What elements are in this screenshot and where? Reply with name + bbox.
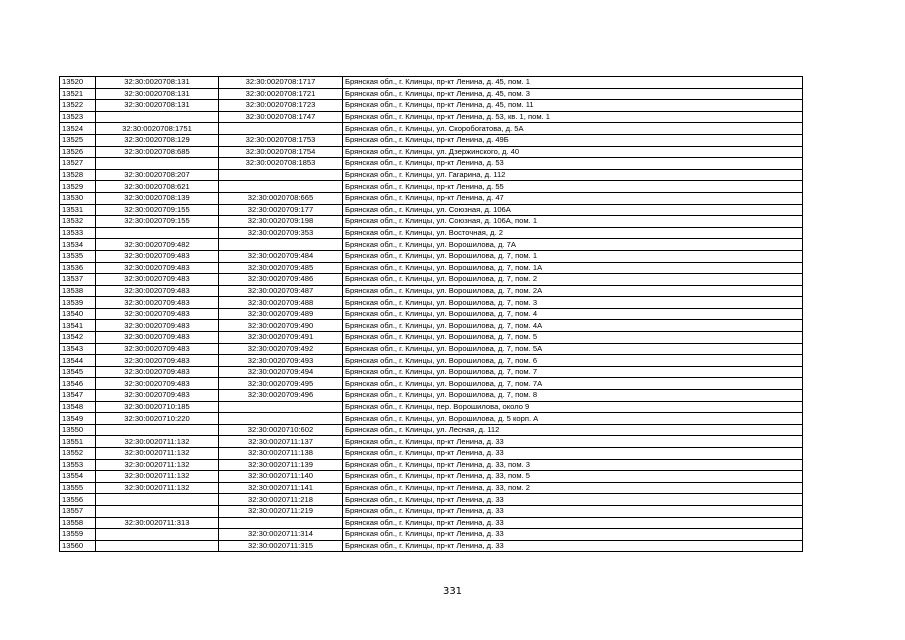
land-plot-cadastral-cell: 32:30:0020708:129 [96, 134, 219, 146]
table-row [60, 355, 803, 367]
land-plot-cadastral-cell: 32:30:0020710:185 [96, 401, 219, 413]
land-plot-cadastral-cell: 32:30:0020709:482 [96, 239, 219, 251]
table-row [60, 401, 803, 413]
table-row [60, 297, 803, 309]
building-cadastral-cell: 32:30:0020708:665 [219, 192, 343, 204]
address-cell: Брянская обл., г. Клинцы, пр-кт Ленина, д. 33, пом. 3 [343, 459, 803, 471]
building-cadastral-cell: 32:30:0020711:141 [219, 482, 343, 494]
address-cell: Брянская обл., г. Клинцы, пр-кт Ленина, д. 33 [343, 448, 803, 460]
row-number-cell: 13551 [60, 436, 96, 448]
address-cell: Брянская обл., г. Клинцы, ул. Союзная, д. 106А, пом. 1 [343, 216, 803, 228]
building-cadastral-cell: 32:30:0020709:485 [219, 262, 343, 274]
row-number-cell: 13526 [60, 146, 96, 158]
row-number-cell: 13521 [60, 88, 96, 100]
building-cadastral-cell: 32:30:0020711:140 [219, 471, 343, 483]
address-cell: Брянская обл., г. Клинцы, ул. Ворошилова, д. 5 корп. А [343, 413, 803, 425]
address-cell: Брянская обл., г. Клинцы, ул. Ворошилова, д. 7, пом. 5 [343, 332, 803, 344]
table-row [60, 158, 803, 170]
land-plot-cadastral-cell: 32:30:0020709:483 [96, 378, 219, 390]
address-cell: Брянская обл., г. Клинцы, пр-кт Ленина, д. 33, пом. 2 [343, 482, 803, 494]
address-cell: Брянская обл., г. Клинцы, пр-кт Ленина, д. 33 [343, 540, 803, 552]
table-row [60, 308, 803, 320]
land-plot-cadastral-cell: 32:30:0020710:220 [96, 413, 219, 425]
row-number-cell: 13560 [60, 540, 96, 552]
building-cadastral-cell [219, 181, 343, 193]
table-row [60, 332, 803, 344]
address-cell: Брянская обл., г. Клинцы, пр-кт Ленина, д. 55 [343, 181, 803, 193]
row-number-cell: 13555 [60, 482, 96, 494]
row-number-cell: 13559 [60, 529, 96, 541]
address-cell: Брянская обл., г. Клинцы, ул. Ворошилова, д. 7, пом. 4А [343, 320, 803, 332]
row-number-cell: 13554 [60, 471, 96, 483]
address-cell: Брянская обл., г. Клинцы, пр-кт Ленина, д. 53, кв. 1, пом. 1 [343, 111, 803, 123]
table-row [60, 378, 803, 390]
land-plot-cadastral-cell [96, 227, 219, 239]
row-number-cell: 13532 [60, 216, 96, 228]
table-row [60, 494, 803, 506]
row-number-cell: 13558 [60, 517, 96, 529]
table-row [60, 77, 803, 89]
row-number-cell: 13544 [60, 355, 96, 367]
address-cell: Брянская обл., г. Клинцы, ул. Ворошилова, д. 7А [343, 239, 803, 251]
table-row [60, 192, 803, 204]
row-number-cell: 13547 [60, 390, 96, 402]
row-number-cell: 13540 [60, 308, 96, 320]
address-cell: Брянская обл., г. Клинцы, ул. Союзная, д. 106А [343, 204, 803, 216]
building-cadastral-cell: 32:30:0020711:219 [219, 505, 343, 517]
address-cell: Брянская обл., г. Клинцы, пр-кт Ленина, д. 33, пом. 5 [343, 471, 803, 483]
land-plot-cadastral-cell: 32:30:0020711:132 [96, 448, 219, 460]
registry-table [59, 76, 803, 552]
building-cadastral-cell [219, 517, 343, 529]
row-number-cell: 13543 [60, 343, 96, 355]
building-cadastral-cell: 32:30:0020709:490 [219, 320, 343, 332]
building-cadastral-cell: 32:30:0020708:1717 [219, 77, 343, 89]
building-cadastral-cell: 32:30:0020708:1853 [219, 158, 343, 170]
land-plot-cadastral-cell: 32:30:0020709:483 [96, 366, 219, 378]
row-number-cell: 13541 [60, 320, 96, 332]
table-row [60, 181, 803, 193]
address-cell: Брянская обл., г. Клинцы, ул. Ворошилова, д. 7, пом. 8 [343, 390, 803, 402]
building-cadastral-cell [219, 169, 343, 181]
building-cadastral-cell [219, 239, 343, 251]
row-number-cell: 13557 [60, 505, 96, 517]
row-number-cell: 13534 [60, 239, 96, 251]
address-cell: Брянская обл., г. Клинцы, ул. Ворошилова, д. 7, пом. 2А [343, 285, 803, 297]
address-cell: Брянская обл., г. Клинцы, пр-кт Ленина, д. 45, пом. 3 [343, 88, 803, 100]
building-cadastral-cell: 32:30:0020709:487 [219, 285, 343, 297]
row-number-cell: 13523 [60, 111, 96, 123]
table-row [60, 146, 803, 158]
table-row [60, 366, 803, 378]
table-row [60, 262, 803, 274]
row-number-cell: 13530 [60, 192, 96, 204]
building-cadastral-cell [219, 123, 343, 135]
building-cadastral-cell: 32:30:0020708:1753 [219, 134, 343, 146]
row-number-cell: 13552 [60, 448, 96, 460]
building-cadastral-cell: 32:30:0020708:1721 [219, 88, 343, 100]
land-plot-cadastral-cell: 32:30:0020708:1751 [96, 123, 219, 135]
address-cell: Брянская обл., г. Клинцы, пр-кт Ленина, д. 49Б [343, 134, 803, 146]
land-plot-cadastral-cell: 32:30:0020711:132 [96, 459, 219, 471]
land-plot-cadastral-cell [96, 529, 219, 541]
row-number-cell: 13548 [60, 401, 96, 413]
table-row [60, 250, 803, 262]
table-row [60, 540, 803, 552]
row-number-cell: 13525 [60, 134, 96, 146]
land-plot-cadastral-cell: 32:30:0020709:155 [96, 216, 219, 228]
table-row [60, 424, 803, 436]
table-row [60, 285, 803, 297]
building-cadastral-cell: 32:30:0020709:491 [219, 332, 343, 344]
land-plot-cadastral-cell: 32:30:0020711:132 [96, 482, 219, 494]
row-number-cell: 13520 [60, 77, 96, 89]
land-plot-cadastral-cell: 32:30:0020708:207 [96, 169, 219, 181]
building-cadastral-cell [219, 401, 343, 413]
address-cell: Брянская обл., г. Клинцы, ул. Ворошилова, д. 7, пом. 1 [343, 250, 803, 262]
building-cadastral-cell: 32:30:0020709:489 [219, 308, 343, 320]
land-plot-cadastral-cell: 32:30:0020708:131 [96, 77, 219, 89]
row-number-cell: 13538 [60, 285, 96, 297]
building-cadastral-cell: 32:30:0020711:138 [219, 448, 343, 460]
row-number-cell: 13527 [60, 158, 96, 170]
address-cell: Брянская обл., г. Клинцы, ул. Ворошилова, д. 7, пом. 2 [343, 274, 803, 286]
land-plot-cadastral-cell: 32:30:0020708:621 [96, 181, 219, 193]
land-plot-cadastral-cell: 32:30:0020708:685 [96, 146, 219, 158]
table-row [60, 517, 803, 529]
row-number-cell: 13550 [60, 424, 96, 436]
building-cadastral-cell: 32:30:0020709:493 [219, 355, 343, 367]
land-plot-cadastral-cell: 32:30:0020709:483 [96, 250, 219, 262]
land-plot-cadastral-cell: 32:30:0020711:132 [96, 471, 219, 483]
building-cadastral-cell: 32:30:0020709:353 [219, 227, 343, 239]
address-cell: Брянская обл., г. Клинцы, ул. Ворошилова, д. 7, пом. 3 [343, 297, 803, 309]
address-cell: Брянская обл., г. Клинцы, пр-кт Ленина, д. 33 [343, 529, 803, 541]
building-cadastral-cell: 32:30:0020709:484 [219, 250, 343, 262]
building-cadastral-cell: 32:30:0020711:137 [219, 436, 343, 448]
land-plot-cadastral-cell [96, 424, 219, 436]
land-plot-cadastral-cell: 32:30:0020709:483 [96, 308, 219, 320]
land-plot-cadastral-cell [96, 494, 219, 506]
land-plot-cadastral-cell [96, 505, 219, 517]
building-cadastral-cell: 32:30:0020709:494 [219, 366, 343, 378]
address-cell: Брянская обл., г. Клинцы, ул. Ворошилова, д. 7, пом. 7 [343, 366, 803, 378]
row-number-cell: 13545 [60, 366, 96, 378]
row-number-cell: 13539 [60, 297, 96, 309]
address-cell: Брянская обл., г. Клинцы, пр-кт Ленина, д. 45, пом. 1 [343, 77, 803, 89]
table-row [60, 343, 803, 355]
address-cell: Брянская обл., г. Клинцы, пр-кт Ленина, д. 33 [343, 517, 803, 529]
land-plot-cadastral-cell: 32:30:0020709:483 [96, 297, 219, 309]
table-row [60, 459, 803, 471]
table-row [60, 505, 803, 517]
address-cell: Брянская обл., г. Клинцы, пр-кт Ленина, д. 47 [343, 192, 803, 204]
building-cadastral-cell: 32:30:0020710:602 [219, 424, 343, 436]
building-cadastral-cell: 32:30:0020711:315 [219, 540, 343, 552]
address-cell: Брянская обл., г. Клинцы, ул. Ворошилова, д. 7, пом. 5А [343, 343, 803, 355]
address-cell: Брянская обл., г. Клинцы, ул. Восточная, д. 2 [343, 227, 803, 239]
building-cadastral-cell: 32:30:0020711:218 [219, 494, 343, 506]
table-row [60, 88, 803, 100]
address-cell: Брянская обл., г. Клинцы, ул. Ворошилова, д. 7, пом. 1А [343, 262, 803, 274]
table-row [60, 239, 803, 251]
row-number-cell: 13533 [60, 227, 96, 239]
table-row [60, 390, 803, 402]
building-cadastral-cell [219, 413, 343, 425]
building-cadastral-cell: 32:30:0020711:314 [219, 529, 343, 541]
table-row [60, 471, 803, 483]
address-cell: Брянская обл., г. Клинцы, пр-кт Ленина, д. 33 [343, 505, 803, 517]
row-number-cell: 13524 [60, 123, 96, 135]
land-plot-cadastral-cell: 32:30:0020709:483 [96, 274, 219, 286]
table-row [60, 216, 803, 228]
address-cell: Брянская обл., г. Клинцы, ул. Ворошилова, д. 7, пом. 7А [343, 378, 803, 390]
table-row [60, 100, 803, 112]
row-number-cell: 13549 [60, 413, 96, 425]
land-plot-cadastral-cell: 32:30:0020711:313 [96, 517, 219, 529]
land-plot-cadastral-cell: 32:30:0020709:483 [96, 262, 219, 274]
building-cadastral-cell: 32:30:0020709:492 [219, 343, 343, 355]
land-plot-cadastral-cell: 32:30:0020708:131 [96, 88, 219, 100]
table-row [60, 227, 803, 239]
building-cadastral-cell: 32:30:0020708:1754 [219, 146, 343, 158]
row-number-cell: 13553 [60, 459, 96, 471]
table-row [60, 482, 803, 494]
row-number-cell: 13536 [60, 262, 96, 274]
table-row [60, 134, 803, 146]
building-cadastral-cell: 32:30:0020709:488 [219, 297, 343, 309]
land-plot-cadastral-cell: 32:30:0020708:131 [96, 100, 219, 112]
row-number-cell: 13546 [60, 378, 96, 390]
land-plot-cadastral-cell: 32:30:0020709:483 [96, 332, 219, 344]
building-cadastral-cell: 32:30:0020711:139 [219, 459, 343, 471]
address-cell: Брянская обл., г. Клинцы, ул. Ворошилова, д. 7, пом. 4 [343, 308, 803, 320]
land-plot-cadastral-cell: 32:30:0020708:139 [96, 192, 219, 204]
building-cadastral-cell: 32:30:0020709:496 [219, 390, 343, 402]
table-row [60, 448, 803, 460]
address-cell: Брянская обл., г. Клинцы, ул. Скоробогатова, д. 5А [343, 123, 803, 135]
address-cell: Брянская обл., г. Клинцы, ул. Гагарина, д. 112 [343, 169, 803, 181]
row-number-cell: 13522 [60, 100, 96, 112]
land-plot-cadastral-cell: 32:30:0020709:483 [96, 285, 219, 297]
land-plot-cadastral-cell: 32:30:0020709:483 [96, 355, 219, 367]
address-cell: Брянская обл., г. Клинцы, пер. Ворошилова, около 9 [343, 401, 803, 413]
land-plot-cadastral-cell: 32:30:0020709:483 [96, 343, 219, 355]
row-number-cell: 13531 [60, 204, 96, 216]
address-cell: Брянская обл., г. Клинцы, пр-кт Ленина, д. 33 [343, 436, 803, 448]
row-number-cell: 13528 [60, 169, 96, 181]
land-plot-cadastral-cell: 32:30:0020709:483 [96, 390, 219, 402]
building-cadastral-cell: 32:30:0020708:1747 [219, 111, 343, 123]
table-row [60, 123, 803, 135]
page-number: 331 [442, 586, 463, 597]
land-plot-cadastral-cell [96, 158, 219, 170]
row-number-cell: 13535 [60, 250, 96, 262]
table-row [60, 320, 803, 332]
land-plot-cadastral-cell [96, 111, 219, 123]
address-cell: Брянская обл., г. Клинцы, пр-кт Ленина, д. 33 [343, 494, 803, 506]
row-number-cell: 13529 [60, 181, 96, 193]
table-row [60, 169, 803, 181]
address-cell: Брянская обл., г. Клинцы, ул. Дзержинского, д. 40 [343, 146, 803, 158]
address-cell: Брянская обл., г. Клинцы, пр-кт Ленина, д. 45, пом. 11 [343, 100, 803, 112]
row-number-cell: 13542 [60, 332, 96, 344]
table-row [60, 111, 803, 123]
building-cadastral-cell: 32:30:0020709:198 [219, 216, 343, 228]
building-cadastral-cell: 32:30:0020709:177 [219, 204, 343, 216]
building-cadastral-cell: 32:30:0020709:486 [219, 274, 343, 286]
address-cell: Брянская обл., г. Клинцы, пр-кт Ленина, д. 53 [343, 158, 803, 170]
row-number-cell: 13537 [60, 274, 96, 286]
row-number-cell: 13556 [60, 494, 96, 506]
registry-table-body [60, 77, 803, 552]
table-row [60, 436, 803, 448]
table-row [60, 274, 803, 286]
address-cell: Брянская обл., г. Клинцы, ул. Лесная, д. 112 [343, 424, 803, 436]
land-plot-cadastral-cell: 32:30:0020709:483 [96, 320, 219, 332]
table-row [60, 529, 803, 541]
land-plot-cadastral-cell: 32:30:0020711:132 [96, 436, 219, 448]
table-row [60, 413, 803, 425]
land-plot-cadastral-cell [96, 540, 219, 552]
address-cell: Брянская обл., г. Клинцы, ул. Ворошилова, д. 7, пом. 6 [343, 355, 803, 367]
building-cadastral-cell: 32:30:0020709:495 [219, 378, 343, 390]
table-row [60, 204, 803, 216]
building-cadastral-cell: 32:30:0020708:1723 [219, 100, 343, 112]
land-plot-cadastral-cell: 32:30:0020709:155 [96, 204, 219, 216]
